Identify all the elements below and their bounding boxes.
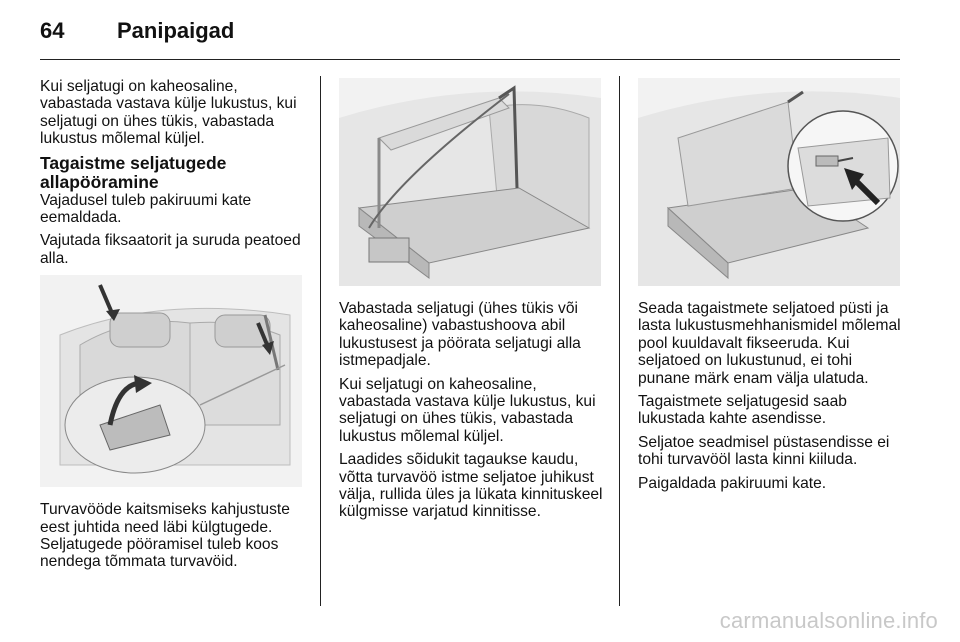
paragraph-install-cover: Paigaldada pakiruumi kate. [638,474,827,492]
column-1 [40,78,305,577]
page-title: Panipaigad [117,18,235,43]
column-2 [339,78,604,527]
paragraph-lock: Seada tagaistmete seljatoed püsti ja lasta lukustusmehhanismidel mõlemal pool kuuldavalt fikseeruda. Kui seljatoed on lukustunud, ei tohi punane märk enam välja ulatuda. [638,300,901,387]
figure-seat-folded-illustration [339,78,601,286]
paragraph-release: Vabastada seljatugi (ühes tükis või kaheosaline) vabastushoova abil lukustusest ja pöörata seljatugi alla istmepadjale. [339,300,581,370]
column-3 [638,78,903,498]
paragraph-positions: Tagaistmete seljatugesid saab lukustada kahte asendisse. [638,393,847,428]
page-number: 64 [40,18,65,43]
column-divider-1 [320,76,321,606]
intro-paragraph: Kui seljatugi on kaheosaline, vabastada vastava külje lukustus, kui seljatugi on ühes tükis, vabastada lukustus mõlemal küljel. [40,78,297,148]
column-divider-2 [619,76,620,606]
page-header [0,0,960,62]
figure-lock-indicator-illustration [638,78,900,286]
figure-headrest-illustration [40,275,302,487]
paragraph-cover: Vajadusel tuleb pakiruumi kate eemaldada. [40,191,252,227]
paragraph-two-piece: Kui seljatugi on kaheosaline, vabastada vastava külje lukustus, kui seljatugi on ühes tükis, vabastada lukustus mõlemal küljel. [339,375,596,445]
paragraph-loading: Laadides sõidukit tagaukse kaudu, võtta turvavöö istme seljatoe juhikust välja, rullida üles ja lükata kinnituskeel külgmisse varjatud kinnitisse. [339,451,603,521]
watermark: carmanualsonline.info [719,608,938,633]
paragraph-belt: Seljatoe seadmisel püstasendisse ei tohi turvavööl lasta kinni kiiluda. [638,433,890,469]
section-heading: Tagaistme seljatugede allapööramine [40,152,227,192]
header-divider [40,59,900,60]
paragraph-headrests: Vajutada fiksaatorit ja suruda peatoed alla. [40,232,301,267]
figure-caption: Turvavööde kaitsmiseks kahjustuste eest juhtida need läbi külgtugede. Seljatugede pööramisel tuleb koos nendega tõmmata turvavöid. [40,501,290,571]
